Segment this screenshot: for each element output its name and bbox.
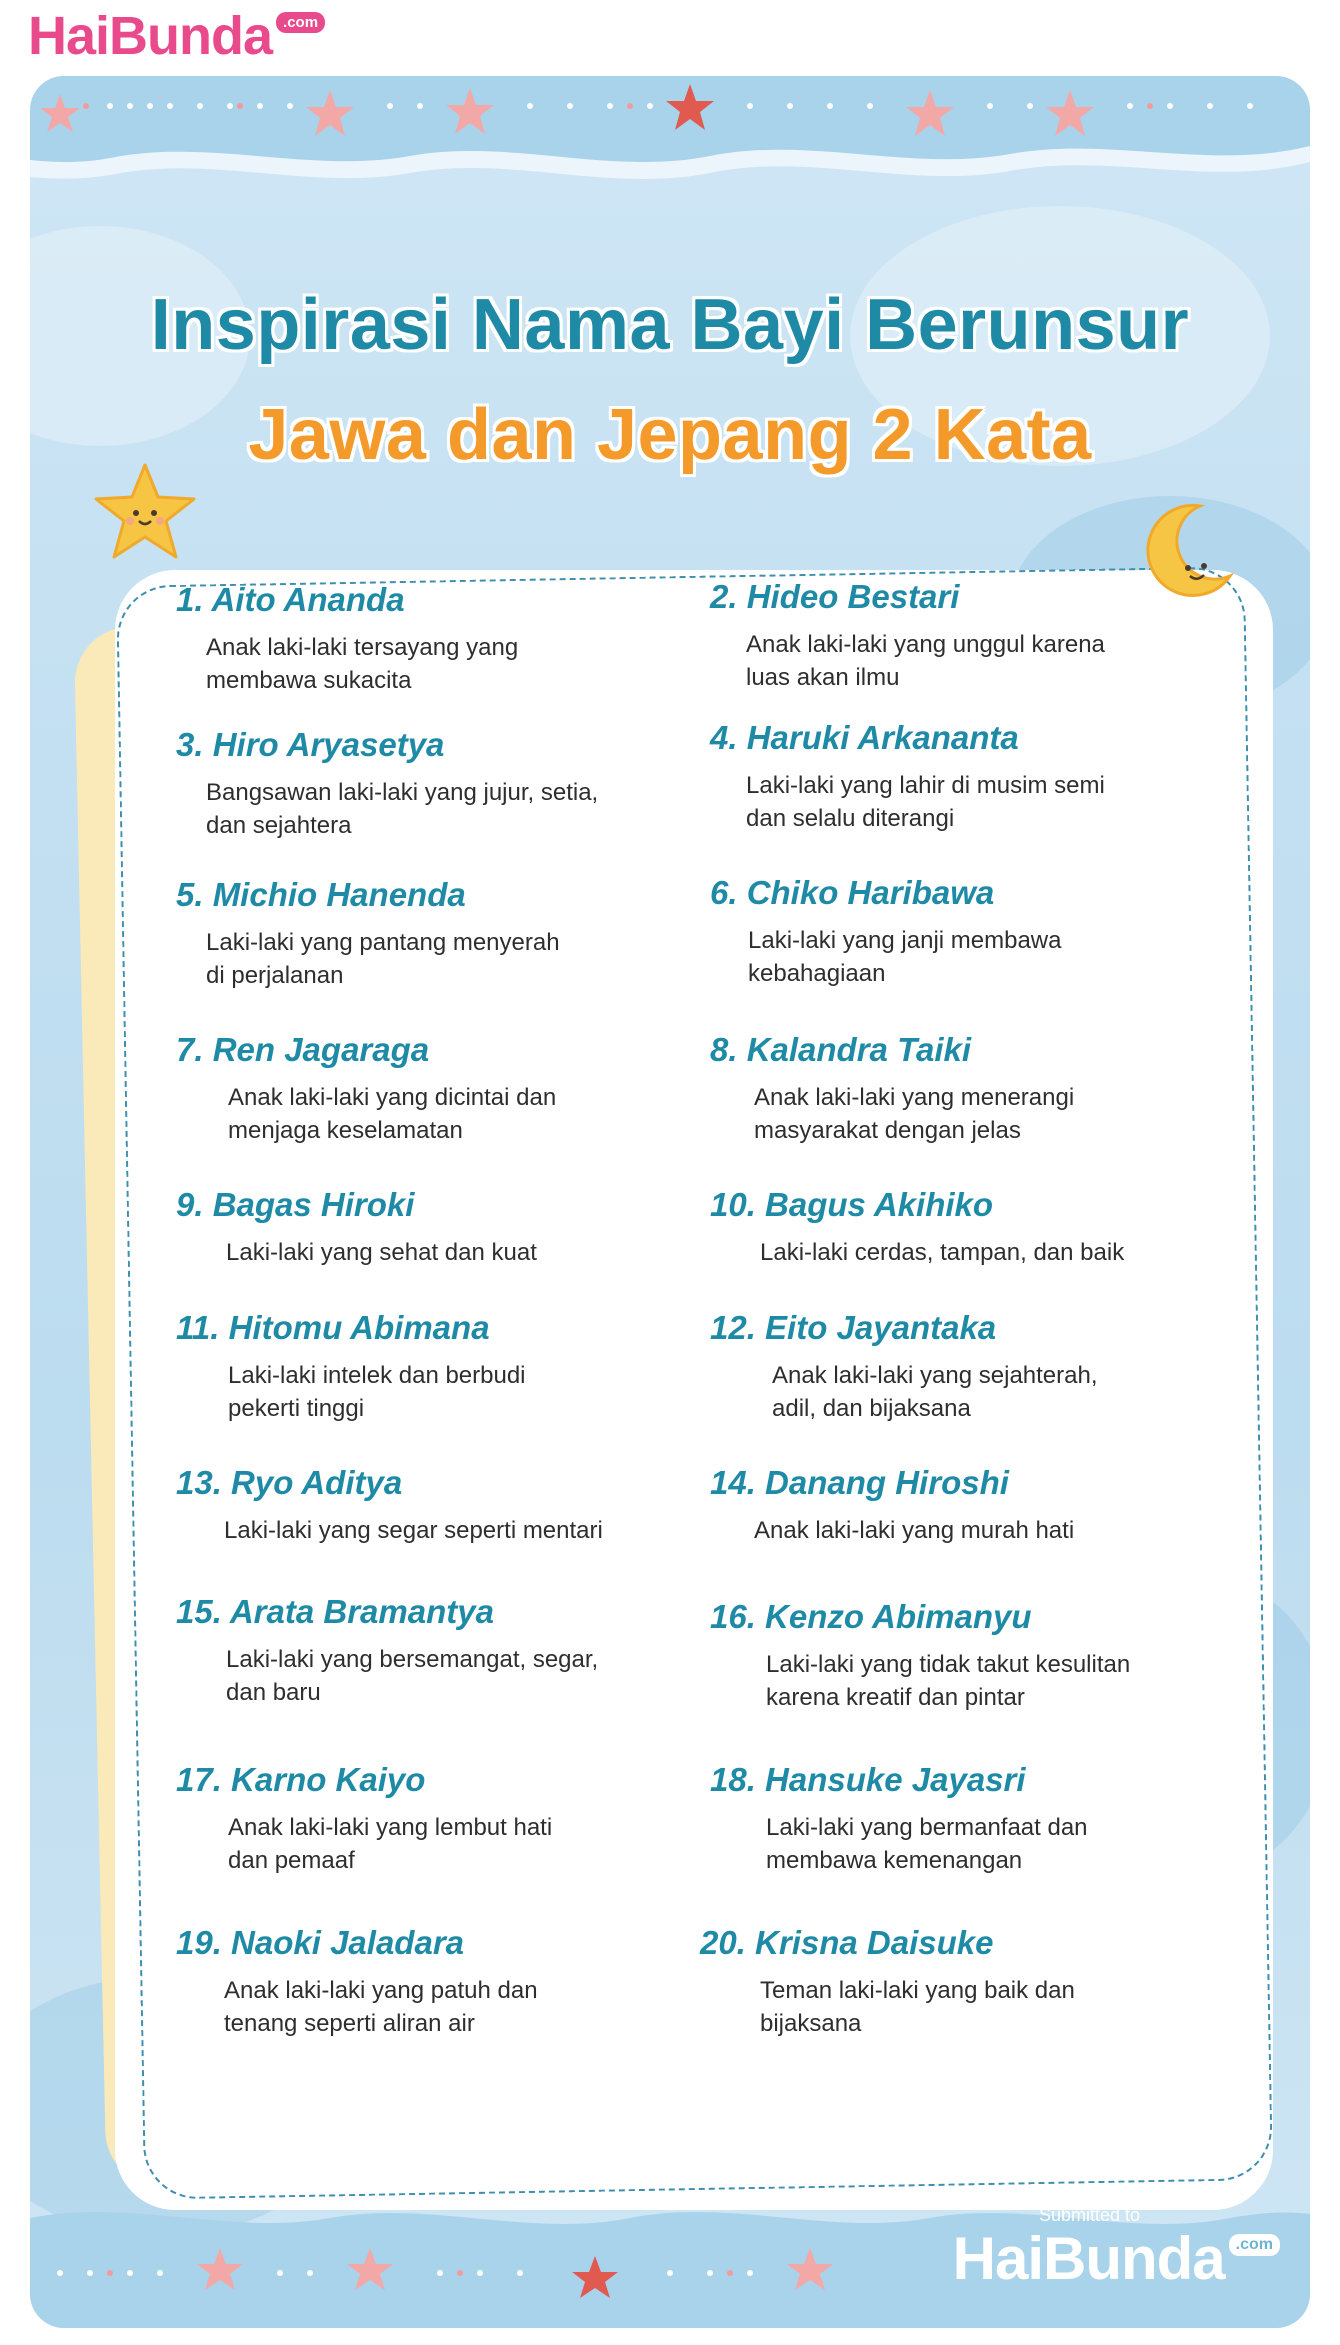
entry-description: Anak laki-laki yang lembut hati dan pemaaf [228, 1814, 553, 1874]
entry-name: 14. Danang Hiroshi [710, 1464, 1009, 1501]
entry-name: 17. Karno Kaiyo [176, 1761, 426, 1798]
entry-description: Bangsawan laki-laki yang jujur, setia, dan sejahtera [206, 779, 599, 839]
infographic-card [30, 76, 1310, 2328]
title-line-2: Jawa dan Jepang 2 Kata [248, 395, 1092, 475]
entry-name: 10. Bagus Akihiko [710, 1186, 994, 1223]
footer-logo[interactable] [953, 2226, 1280, 2292]
footer-brand-suffix: .com [1229, 2234, 1280, 2256]
name-entry-19 [176, 1924, 538, 2040]
name-entry-7 [176, 1031, 556, 1147]
entry-name: 5. Michio Hanenda [176, 876, 466, 913]
star-character-icon [90, 461, 200, 561]
title-line-1: Inspirasi Nama Bayi Berunsur [150, 285, 1190, 365]
entry-name: 7. Ren Jagaraga [176, 1031, 430, 1068]
name-entry-14 [710, 1464, 1074, 1547]
entry-description: Laki-laki yang lahir di musim semi dan selalu diterangi [746, 772, 1105, 832]
entry-description: Anak laki-laki yang patuh dan tenang seperti aliran air [224, 1977, 538, 2037]
entry-name: 6. Chiko Haribawa [710, 874, 995, 911]
entry-description: Anak laki-laki yang dicintai dan menjaga keselamatan [228, 1084, 557, 1144]
name-entry-20 [700, 1924, 1075, 2040]
entry-name: 13. Ryo Aditya [176, 1464, 403, 1501]
entry-description: Anak laki-laki yang menerangi masyarakat dengan jelas [754, 1084, 1075, 1144]
name-entry-6 [710, 874, 1061, 990]
entry-description: Laki-laki cerdas, tampan, dan baik [760, 1239, 1125, 1266]
entry-description: Laki-laki yang pantang menyerah di perjalanan [206, 929, 560, 989]
entry-description: Laki-laki yang janji membawa kebahagiaan [748, 927, 1062, 987]
name-entry-17 [176, 1761, 552, 1877]
entry-name: 16. Kenzo Abimanyu [710, 1598, 1032, 1635]
entry-name: 4. Haruki Arkananta [710, 719, 1019, 756]
entry-description: Laki-laki yang tidak takut kesulitan karena kreatif dan pintar [766, 1651, 1131, 1711]
name-entry-1 [176, 581, 518, 697]
name-entry-15 [176, 1593, 598, 1709]
name-entry-9 [176, 1186, 537, 1269]
crescent-moon-icon [1130, 496, 1240, 606]
name-entry-3 [176, 726, 598, 842]
entry-description: Teman laki-laki yang baik dan bijaksana [760, 1977, 1075, 2037]
entry-name: 11. Hitomu Abimana [176, 1309, 490, 1346]
entry-description: Laki-laki yang sehat dan kuat [226, 1239, 537, 1266]
entry-name: 3. Hiro Aryasetya [176, 726, 445, 763]
entry-description: Laki-laki yang segar seperti mentari [224, 1517, 603, 1544]
top-wave-band [30, 76, 1310, 196]
brand-suffix: .com [276, 12, 325, 33]
entry-name: 1. Aito Ananda [176, 581, 405, 618]
entry-description: Laki-laki yang bermanfaat dan membawa kemenangan [766, 1814, 1088, 1874]
name-entry-5 [176, 876, 560, 992]
entry-description: Anak laki-laki yang murah hati [754, 1517, 1075, 1544]
entry-name: 20. Krisna Daisuke [700, 1924, 994, 1961]
entry-name: 9. Bagas Hiroki [176, 1186, 415, 1223]
entry-name: 8. Kalandra Taiki [710, 1031, 972, 1068]
name-entry-18 [710, 1761, 1088, 1877]
entry-description: Anak laki-laki yang sejahterah, adil, dan bijaksana [772, 1362, 1098, 1422]
name-entry-4 [710, 719, 1105, 835]
name-entry-8 [710, 1031, 1074, 1147]
entry-name: 19. Naoki Jaladara [176, 1924, 465, 1961]
entry-name: 2. Hideo Bestari [710, 578, 960, 615]
entry-name: 12. Eito Jayantaka [710, 1309, 997, 1346]
entry-description: Anak laki-laki yang unggul karena luas akan ilmu [746, 631, 1105, 691]
name-entry-10 [710, 1186, 1124, 1269]
entry-description: Laki-laki yang bersemangat, segar, dan baru [226, 1646, 599, 1706]
entry-name: 18. Hansuke Jayasri [710, 1761, 1026, 1798]
submitted-label: Submitted to [1038, 2205, 1140, 2225]
name-entry-13 [176, 1464, 603, 1547]
name-entry-11 [176, 1309, 526, 1425]
brand-logo[interactable] [28, 6, 325, 66]
entry-description: Laki-laki intelek dan berbudi pekerti tinggi [228, 1362, 526, 1422]
brand-name: HaiBunda [28, 6, 273, 66]
footer-brand-name: HaiBunda [952, 2225, 1225, 2292]
name-entry-16 [710, 1598, 1130, 1714]
entry-description: Anak laki-laki tersayang yang membawa sukacita [206, 634, 519, 694]
entry-name: 15. Arata Bramantya [176, 1593, 494, 1630]
name-entry-12 [710, 1309, 1098, 1425]
footer-branding [953, 2205, 1280, 2292]
name-entry-2 [710, 578, 1105, 694]
